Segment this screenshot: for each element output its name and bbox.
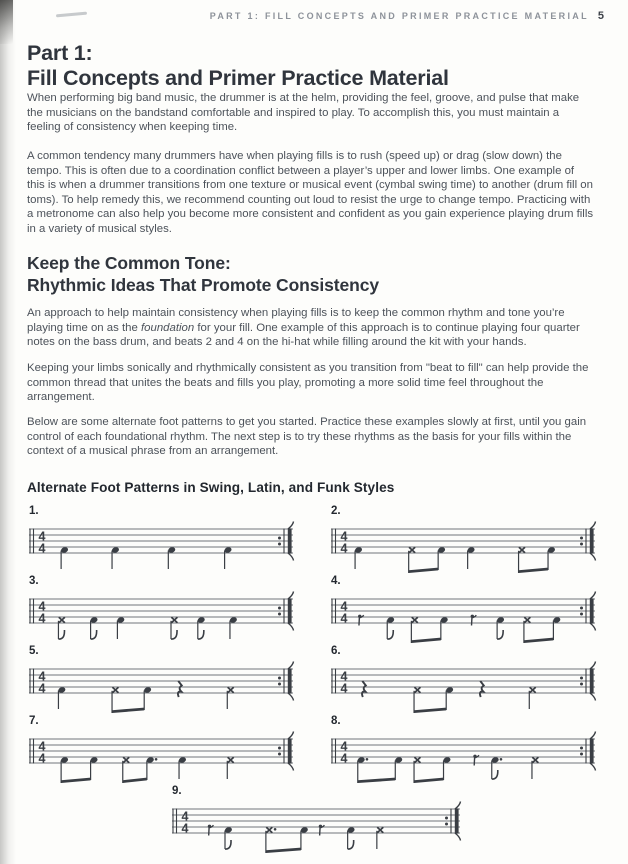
exercises-heading: Alternate Foot Patterns in Swing, Latin, and Funk Styles	[27, 480, 395, 495]
staff-notation	[329, 520, 597, 582]
time-signature-digit: 4	[340, 751, 348, 766]
page-title	[27, 41, 449, 91]
page-title-line2: Fill Concepts and Primer Practice Material	[27, 66, 449, 90]
staff-notation	[27, 590, 295, 652]
exercise-number: 2.	[331, 505, 341, 517]
exercise-3	[27, 575, 295, 652]
time-signature-digit: 4	[38, 541, 46, 556]
time-signature-digit: 4	[38, 611, 46, 626]
scan-corner-shadow	[0, 0, 13, 44]
exercise-9	[170, 785, 462, 862]
section-heading	[27, 253, 379, 296]
page-number: 5	[597, 10, 604, 22]
time-signature-digit: 4	[38, 681, 46, 696]
exercise-2	[329, 505, 597, 582]
exercise-number: 7.	[29, 715, 39, 727]
intro-paragraph-2: A common tendency many drummers have when playing fills is to rush (speed up) or drag (slow down) the tempo. This is often due to a coordination conflict between a player’s upper and lower limbs. One example of this is when a drummer transitions from one texture or musical event (cymbal swing time) to another (drum fill on toms). To help remedy this, we recommend counting out loud to resist the urge to change tempo. Practicing with a metronome can also help you become more consistent and confident as you gain experience playing drum fills in a variety of musical styles.	[27, 150, 594, 235]
section-paragraph-3: Below are some alternate foot patterns to get you started. Practice these examples slowly at first, until you gain control of each foundational rhythm. The next step is to try these rhythms as the basis for your fills within the context of a musical phrase from an arrangement.	[27, 416, 587, 458]
time-signature-digit: 4	[340, 681, 348, 696]
running-header	[40, 10, 604, 22]
section-paragraph-2: Keeping your limbs sonically and rhythmically consistent as you transition from "beat to fill" can help provide the common thread that unites the beats and fills you play, promoting a more solid time feel throughout the arrangement.	[27, 362, 589, 404]
staff-notation	[27, 730, 295, 792]
time-signature-digit: 4	[340, 599, 348, 614]
staff-notation	[329, 660, 597, 722]
exercise-7	[27, 715, 295, 792]
foundation-italic: foundation	[140, 321, 195, 334]
exercise-number: 5.	[29, 645, 39, 657]
section-heading-line1: Keep the Common Tone:	[27, 253, 231, 273]
scan-edge-shadow	[0, 0, 16, 864]
time-signature-digit: 4	[38, 669, 46, 684]
exercise-number: 1.	[29, 505, 39, 517]
running-header-text: PART 1: FILL CONCEPTS AND PRIMER PRACTICE MATERIAL	[209, 11, 589, 21]
section-paragraph-1-text-after: for your fill. One example of this approach is to continue playing four quarter notes on the bass drum, and beats 2 and 4 on the hi-hat while filling around the kit with your hands.	[27, 321, 580, 349]
time-signature-digit: 4	[38, 751, 46, 766]
section-heading-line2: Rhythmic Ideas That Promote Consistency	[27, 274, 380, 295]
time-signature-digit: 4	[340, 541, 348, 556]
time-signature-digit: 4	[38, 739, 46, 754]
staff-notation	[170, 800, 462, 862]
exercise-number: 6.	[331, 645, 341, 657]
section-paragraph-1	[27, 306, 594, 350]
time-signature-digit: 4	[340, 669, 348, 684]
page-title-line1: Part 1:	[27, 41, 93, 65]
time-signature-digit: 4	[38, 599, 46, 614]
exercise-number: 8.	[331, 715, 341, 727]
time-signature-digit: 4	[340, 529, 348, 544]
staff-notation	[27, 660, 295, 722]
exercise-number: 9.	[172, 785, 182, 797]
time-signature-digit: 4	[38, 529, 46, 544]
exercise-4	[329, 575, 597, 652]
exercise-number: 4.	[331, 575, 341, 587]
exercise-number: 3.	[29, 575, 39, 587]
staff-notation	[329, 590, 597, 652]
exercise-5	[27, 645, 295, 722]
staff-notation	[27, 520, 295, 582]
time-signature-digit: 4	[340, 739, 348, 754]
section-paragraph-1-text: An approach to help maintain consistency when playing fills is to keep the common rhythm and tone you’re playing time on as the	[27, 307, 565, 334]
intro-paragraph-1: When performing big band music, the drummer is at the helm, providing the feel, groove, and pulse that make the musicians on the bandstand comfortable and inspired to play. To accomplish this, you must maintain a feeling of consistency when keeping time.	[27, 92, 580, 134]
time-signature-digit: 4	[181, 821, 189, 836]
exercise-1	[27, 505, 295, 582]
time-signature-digit: 4	[340, 611, 348, 626]
exercise-6	[329, 645, 597, 722]
time-signature-digit: 4	[181, 809, 189, 824]
staff-notation	[329, 730, 597, 792]
exercise-8	[329, 715, 597, 792]
